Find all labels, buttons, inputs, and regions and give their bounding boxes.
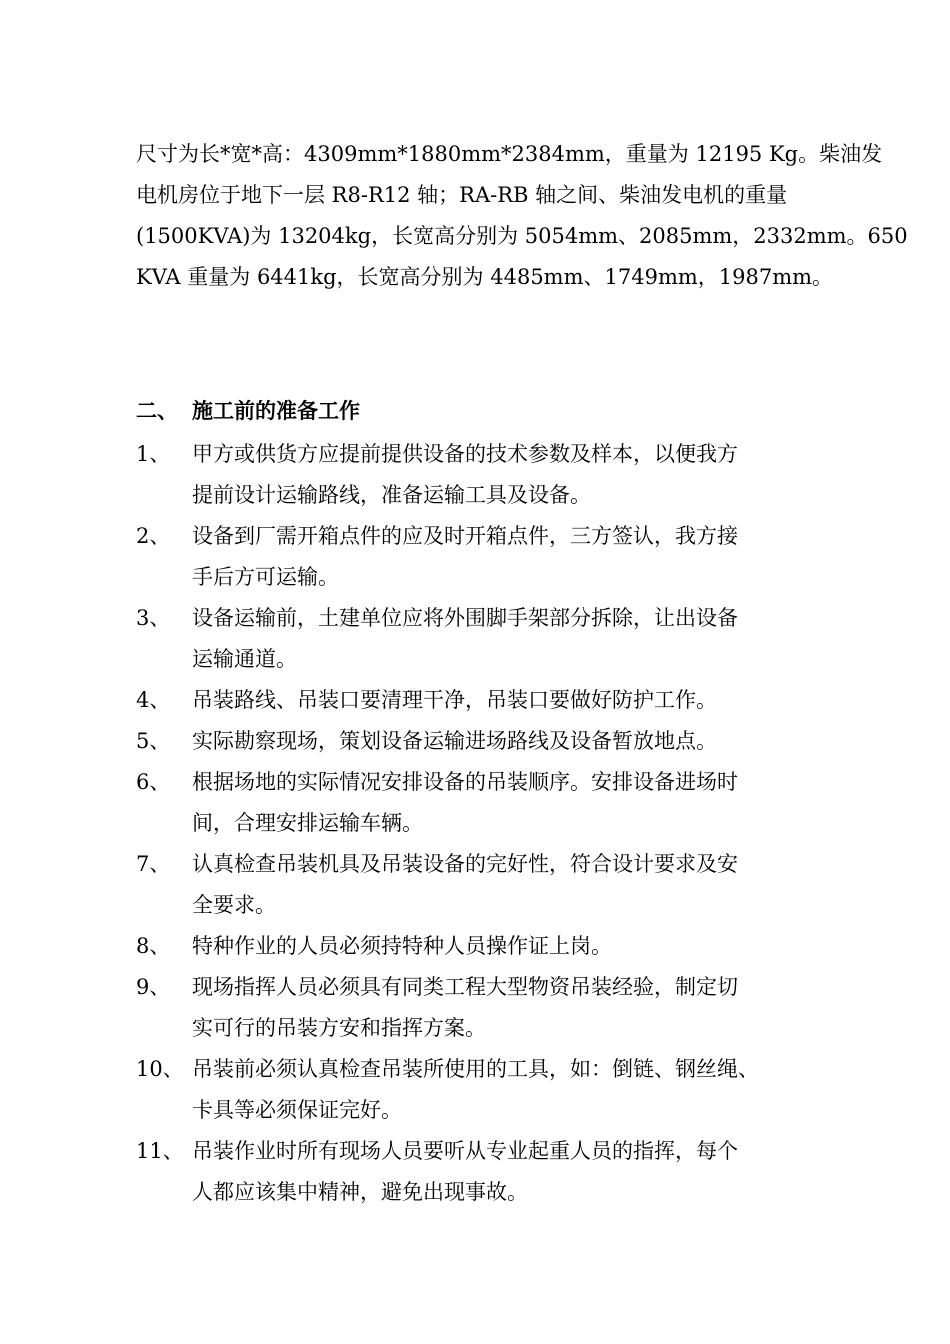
item-index: 4、 <box>136 688 171 712</box>
item-line: 人都应该集中精神，避免出现事故。 <box>192 1180 528 1204</box>
item-text <box>192 844 836 926</box>
list-item <box>136 967 836 1049</box>
item-line: 吊装路线、吊装口要清理干净，吊装口要做好防护工作。 <box>192 688 717 712</box>
list-item <box>136 844 836 926</box>
item-index: 1、 <box>136 442 171 466</box>
preparation-list <box>136 434 836 1213</box>
item-text <box>192 1049 836 1131</box>
list-item <box>136 926 836 967</box>
item-line: 实际勘察现场，策划设备运输进场路线及设备暂放地点。 <box>192 729 717 753</box>
intro-line: 尺寸为长*宽*高：4309mm*1880mm*2384mm，重量为 12195 Kg。柴油发 <box>136 142 883 166</box>
section-heading <box>136 390 360 431</box>
item-line: 运输通道。 <box>192 647 297 671</box>
item-line: 特种作业的人员必须持特种人员操作证上岗。 <box>192 934 612 958</box>
section-number: 二、 <box>136 398 178 423</box>
item-index: 8、 <box>136 934 171 958</box>
item-index: 2、 <box>136 524 171 548</box>
item-line: 现场指挥人员必须具有同类工程大型物资吊装经验，制定切 <box>192 975 738 999</box>
list-item <box>136 1049 836 1131</box>
item-line: 设备到厂需开箱点件的应及时开箱点件，三方签认，我方接 <box>192 524 738 548</box>
item-line: 实可行的吊装方安和指挥方案。 <box>192 1016 486 1040</box>
intro-line: (1500KVA)为 13204kg，长宽高分别为 5054mm、2085mm，2332mm。650 <box>136 224 908 248</box>
list-item <box>136 762 836 844</box>
list-item <box>136 598 836 680</box>
item-line: 吊装作业时所有现场人员要听从专业起重人员的指挥，每个 <box>192 1139 738 1163</box>
item-line: 认真检查吊装机具及吊装设备的完好性，符合设计要求及安 <box>192 852 738 876</box>
item-index: 5、 <box>136 729 171 753</box>
item-line: 提前设计运输路线，准备运输工具及设备。 <box>192 483 591 507</box>
list-item <box>136 680 836 721</box>
list-item <box>136 434 836 516</box>
item-text <box>192 926 836 967</box>
item-index: 7、 <box>136 852 171 876</box>
item-text <box>192 598 836 680</box>
item-text <box>192 967 836 1049</box>
item-text <box>192 516 836 598</box>
item-text <box>192 762 836 844</box>
item-line: 甲方或供货方应提前提供设备的技术参数及样本，以便我方 <box>192 442 738 466</box>
list-item <box>136 516 836 598</box>
list-item <box>136 721 836 762</box>
intro-line: 电机房位于地下一层 R8-R12 轴；RA-RB 轴之间、柴油发电机的重量 <box>136 183 788 207</box>
item-line: 根据场地的实际情况安排设备的吊装顺序。安排设备进场时 <box>192 770 738 794</box>
item-text <box>192 680 836 721</box>
item-index: 6、 <box>136 770 171 794</box>
intro-line: KVA 重量为 6441kg，长宽高分别为 4485mm、1749mm，1987mm。 <box>136 265 834 289</box>
item-line: 卡具等必须保证完好。 <box>192 1098 402 1122</box>
item-index: 9、 <box>136 975 171 999</box>
item-index: 10、 <box>136 1057 184 1081</box>
intro-paragraph <box>136 134 908 298</box>
item-line: 吊装前必须认真检查吊装所使用的工具，如：倒链、钢丝绳、 <box>192 1057 759 1081</box>
section-title: 施工前的准备工作 <box>192 398 360 423</box>
item-line: 手后方可运输。 <box>192 565 339 589</box>
item-text <box>192 721 836 762</box>
item-index: 3、 <box>136 606 171 630</box>
item-line: 设备运输前，土建单位应将外围脚手架部分拆除，让出设备 <box>192 606 738 630</box>
list-item <box>136 1131 836 1213</box>
item-line: 间，合理安排运输车辆。 <box>192 811 423 835</box>
item-text <box>192 1131 836 1213</box>
item-index: 11、 <box>136 1139 184 1163</box>
item-text <box>192 434 836 516</box>
item-line: 全要求。 <box>192 893 276 917</box>
